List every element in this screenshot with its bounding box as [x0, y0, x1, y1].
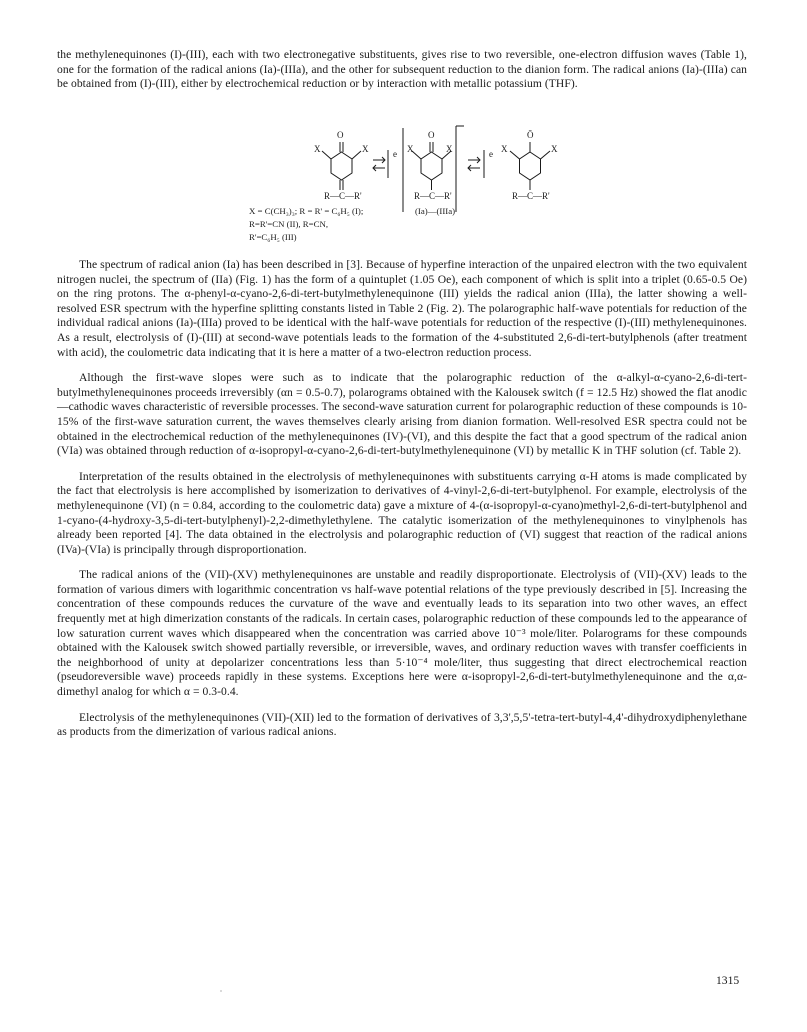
paragraph-disproportionation: The radical anions of the (VII)-(XV) methylenequinones are unstable and readily disproportionate. Electrolysis of (VII)-(XV) leads to the formation of various dimers with logarithmic concentration vs half-wave potential relations of the type previously described in [5]. Increasing the concentration of these compounds reduces the curvature of the wave and eventually leads to its separation into two other waves, an effect frequently met at high dimerization constants of the radicals. In certain cases, polarographic reduction of these compounds led to the appearance of low saturation current waves which disappeared when the concentration was carried above 10⁻³ mole/liter. Polarograms for these compounds obtained with the Kalousek switch showed partially reversible, or irreversible, waves, and ordinary reduction waves with transfer coefficients in the neighborhood of unity at depolarizer concentrations less than 5·10⁻⁴ mole/liter, thus suggesting that direct electrochemical reaction (pseudoreversible wave) proceeds rapidly in these systems. Exceptions here were α-isopropyl-2,6-di-tert-butylmethylenequinone and the α,α-dimethyl analog for which α = 0.3-0.4.: [57, 568, 747, 699]
scheme-caption-line-2: R=R'=CN (II), R=CN,: [249, 219, 329, 229]
paragraph-isomerization: Interpretation of the results obtained in the electrolysis of methylenequinones with substituents carrying α-H atoms is made complicated by the fact that electrolysis is here accomplished by isomerization to derivatives of 4-vinyl-2,6-di-tert-butylphenol. For example, electrolysis of the methylenequinone (VI) (n = 0.84, according to the coulometric data) gave a mixture of 4-(α-isopropyl-α-cyano)methyl-2,6-di-tert-butylphenol and 1-cyano-(4-hydroxy-3,5-di-tert-butylphenyl)-2,2-dimethylethylene. The catalytic isomerization of the methylenequinones to vinylphenols has already been reported [4]. The data obtained in the electrolysis and polarographic reduction of (VI) suggest that reaction of the radical anions (IVa)-(VIa) is principally through disproportionation.: [57, 469, 747, 556]
bottom-group-1: R—C—R': [324, 191, 362, 201]
paragraph-esr-spectra: The spectrum of radical anion (Ia) has been described in [3]. Because of hyperfine interaction of the unpaired electron with the two equivalent nitrogen nuclei, the spectrum of (IIa) (Fig. 1) has the form of a quintuplet (1.05 Oe), each component of which is split into a triplet (0.65-0.5 Oe) on the ring protons. The α-phenyl-α-cyano-2,6-di-tert-butylmethylenequinone (III) yields the radical anion (IIIa), the latter showing a well-resolved ESR spectrum with the hyperfine splitting constants listed in Table 2 (Fig. 2). The polarographic half-wave potentials for reduction of the individual radical anions (Ia)-(IIIa) proved to be identical with the half-wave potentials for reduction of the respective (I)-(III) methylenequinones. As a result, electrolysis of (I)-(III) at second-wave potentials leads to the formation of the 4-substituted 2,6-di-tert-butylphenols (after treatment with acid), the coulometric data indicating that it is here a matter of a two-electron reduction process.: [57, 258, 747, 359]
oxygen-label-2: O: [428, 130, 435, 140]
electron-label-1: e: [393, 149, 397, 159]
paragraph-dimerization: Electrolysis of the methylenequinones (VII)-(XII) led to the formation of derivatives of 3,3',5,5'-tetra-tert-butyl-4,4'-dihydroxydiphenylethane as products from the dimerization of various radical anions.: [57, 710, 747, 739]
x-label-3b: X: [551, 144, 558, 154]
electron-label-2: e: [489, 149, 493, 159]
body-text: [57, 258, 747, 740]
bottom-group-2: R—C—R': [414, 191, 452, 201]
equilibrium-arrow-1: [373, 150, 388, 178]
bottom-group-3: R—C—R': [512, 191, 550, 201]
equilibrium-arrow-2: [468, 150, 484, 178]
x-label-1b: X: [362, 144, 369, 154]
structure-3: [510, 142, 550, 190]
scheme-middle-label: (Ia)—(IIIa): [415, 206, 456, 216]
oxygen-label-1: O: [337, 130, 344, 140]
x-label-2a: X: [407, 144, 414, 154]
scan-speck: [220, 990, 222, 992]
x-label-2b: X: [446, 144, 453, 154]
x-label-3a: X: [501, 144, 508, 154]
intro-paragraph: the methylenequinones (I)-(III), each with two electronegative substituents, gives rise to two reversible, one-electron diffusion waves (Table 1), one for the formation of the radical anions (Ia)-(IIIa), and the other for subsequent reduction to the dianion form. The radical anions (Ia)-(IIIa) can be obtained from (I)-(III), either by electrochemical reduction or by interaction with metallic potassium (THF).: [57, 48, 747, 91]
intro-block: [57, 48, 747, 92]
paragraph-first-wave: Although the first-wave slopes were such as to indicate that the polarographic reduction of the α-alkyl-α-cyano-2,6-di-tert-butylmethylenequinones proceeds irreversibly (αn = 0.5-0.7), polarograms obtained with the Kalousek switch (f = 12.5 Hz) showed the flat anodic—cathodic waves characteristic of reversible processes. The second-wave saturation current for polarographic reduction of these compounds is 10-15% of the first-wave saturation current, the waves themselves clearly arising from dianion formation. Well-resolved ESR spectra could not be obtained in the electrochemical reduction of the methylenequinones (IV)-(VI), and this despite the fact that a good spectrum of the radical anion (VIa) was obtained through reduction of α-isopropyl-α-cyano-2,6-di-tert-butylmethylenequinone (VI) by metallic K in THF solution (cf. Table 2).: [57, 371, 747, 458]
scheme-caption-line-3: R'=C₆H₅ (III): [249, 232, 297, 242]
structure-1: [322, 142, 361, 190]
scheme-caption-line-1: X = C(CH₃)₃; R = R' = C₆H₅ (I);: [249, 206, 364, 216]
x-label-1a: X: [314, 144, 321, 154]
page-number: 1315: [716, 974, 740, 987]
oxygen-anion-label: Ō: [527, 130, 534, 140]
